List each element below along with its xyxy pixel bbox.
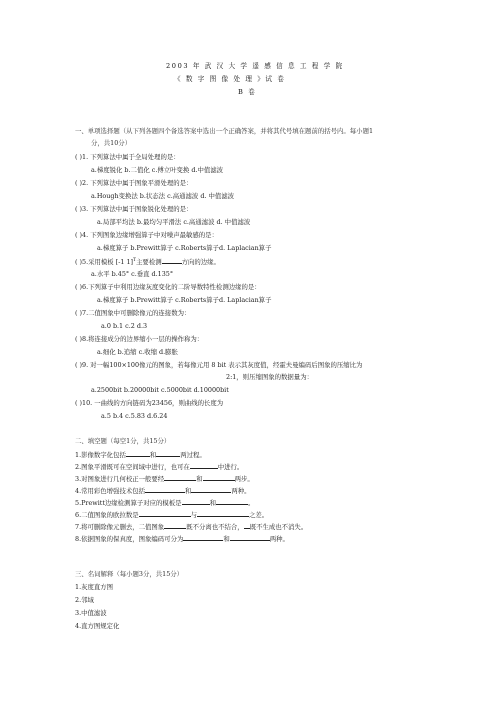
fill-item-3 xyxy=(75,474,254,483)
fill-1-text: 1.影像数字化包括 xyxy=(75,451,126,459)
fill-8-and: 和 xyxy=(223,535,230,543)
q7: ( )7.二值图象中可删除像元的连接数为： xyxy=(75,309,191,317)
q5-superscript: T xyxy=(133,258,137,263)
q6-options: a.梯度算子 b.Prewitt算子 c.Roberts算子d. Laplacian算子 xyxy=(97,296,272,304)
fill-4-blank-a[interactable] xyxy=(145,486,185,493)
q9-options: a.2500bit b.20000bit c.5000bit d.10000bit xyxy=(91,386,229,394)
fill-3-end: 两步。 xyxy=(234,475,254,483)
fill-4-text: 4.常用彩色增强技术包括 xyxy=(75,487,146,495)
fill-2-text: 2.图象平滑既可在空间域中进行，也可在 xyxy=(75,463,190,471)
fill-5-text: 5.Prewitt边缘检测算子对应的模板是 xyxy=(75,499,182,507)
paper-label: B 卷 xyxy=(238,88,257,96)
q8: ( )8.将连接成分的边界缩小一层的操作称为： xyxy=(75,335,204,343)
fill-item-5 xyxy=(75,498,254,507)
fill-8-text: 8.依据图象的保真度，图象编码可分为 xyxy=(75,535,184,543)
fill-4-and: 和 xyxy=(185,487,192,495)
section3-title: 三、名词解释（每小题3分，共15分） xyxy=(75,570,184,578)
q6: ( )6.下列算子中利用边缘灰度变化的二阶导数特性检测边缘的是： xyxy=(75,283,261,291)
q5-prefix: ( )5.采用模板 [-1 1] xyxy=(75,258,134,267)
fill-8-blank-a[interactable] xyxy=(183,534,223,541)
fill-1-end: 两过程。 xyxy=(180,451,206,459)
fill-6-blank-b[interactable] xyxy=(197,510,249,517)
q4: ( )4. 下列图象边缘增强算子中对噪声最敏感的是： xyxy=(75,231,218,239)
fill-2-blank[interactable] xyxy=(190,462,218,469)
fill-3-blank-b[interactable] xyxy=(203,474,235,481)
fill-2-end: 中进行。 xyxy=(217,463,244,471)
exam-subtitle: 《 数 字 图 像 处 理 》试 卷 xyxy=(174,75,286,83)
fill-3-and: 和 xyxy=(196,475,203,483)
q5-suffix: 方向的边缘。 xyxy=(181,258,220,267)
section1-title: 一、单项选择题（从下列各题四个备选答案中选出一个正确答案，并将其代号填在题前的括号内。每小题1 xyxy=(75,127,374,135)
fill-3-blank-a[interactable] xyxy=(164,474,196,481)
fill-1-and: 和 xyxy=(149,451,157,459)
fill-item-6 xyxy=(75,510,268,519)
exam-title: 2003 年 武 汉 大 学 遥 感 信 息 工 程 学 院 xyxy=(166,62,344,70)
section1-title-cont: 分，共10分） xyxy=(91,139,132,147)
q2: ( )2. 下列算法中属于图象平滑处理的是： xyxy=(75,179,193,187)
q5-options: a.水平 b.45° c.垂直 d.135° xyxy=(91,270,174,278)
fill-item-2 xyxy=(75,462,243,471)
q1-options: a.梯度锐化 b.二值化 c.傅立叶变换 d.中值滤波 xyxy=(91,166,224,174)
q5-blank[interactable] xyxy=(162,257,182,264)
q9-cont: 2:1，则压缩图象的数据量为： xyxy=(226,373,313,381)
term-2: 2.邻域 xyxy=(75,596,94,604)
fill-5-and: 和 xyxy=(209,499,216,507)
term-1: 1.灰度直方图 xyxy=(75,583,114,591)
fill-6-and: 与 xyxy=(190,511,198,519)
section2-title: 二、填空题（每空1分，共15分） xyxy=(75,437,171,445)
fill-1-blank-b[interactable] xyxy=(156,450,180,457)
fill-1-blank-a[interactable] xyxy=(126,450,150,457)
q3-options: a.局部平均法 b.最均匀平滑法 c.高通滤波 d. 中值滤波 xyxy=(97,218,251,226)
fill-8-end: 两种。 xyxy=(269,535,289,543)
q3: ( )3. 下列算法中属于图象锐化处理的是： xyxy=(75,205,193,213)
fill-6-blank-a[interactable] xyxy=(139,510,191,517)
fill-5-blank-b[interactable] xyxy=(216,498,248,505)
fill-7-text: 7.将可删除像元删去，二值图象 xyxy=(75,523,165,531)
fill-7-blank-a[interactable] xyxy=(164,522,186,529)
fill-6-text: 6.二值图象的欧拉数是 xyxy=(75,511,139,519)
q5-middle: 主要检测 xyxy=(136,258,162,267)
fill-7-end: 既不生成也不消失。 xyxy=(249,523,308,531)
fill-5-end: 。 xyxy=(247,499,255,507)
fill-7-mid: 既不分离也不结合， xyxy=(186,523,244,531)
fill-4-blank-b[interactable] xyxy=(191,486,231,493)
term-3: 3.中值滤波 xyxy=(75,609,107,617)
q8-options: a.细化 b.追缩 c.收缩 d.膨胀 xyxy=(97,348,178,356)
q1: ( )1. 下列算法中属于全局处理的是： xyxy=(75,153,180,161)
q10: ( )10. 一曲线的方向链码为23456，则曲线的长度为 xyxy=(75,399,224,407)
fill-4-end: 两种。 xyxy=(231,487,251,495)
fill-3-text: 3.对图象进行几何校正一般要经 xyxy=(75,475,165,483)
q10-options: a.5 b.4 c.5.83 d.6.24 xyxy=(101,412,168,420)
q9: ( )9. 对一幅100×100像元的图象，若每像元用 8 bit 表示其灰度值，经霍夫曼编码后图象的压缩比为 xyxy=(75,361,363,369)
fill-item-7 xyxy=(75,522,307,531)
q4-options: a.梯度算子 b.Prewitt算子 c.Roberts算子d. Laplacian算子 xyxy=(97,244,272,252)
q2-options: a.Hough变换法 b.状态法 c.高通滤波 d. 中值滤波 xyxy=(91,192,235,200)
fill-6-end: 之差。 xyxy=(249,511,269,519)
fill-item-4 xyxy=(75,486,251,495)
q5 xyxy=(75,257,220,266)
fill-item-1 xyxy=(75,450,206,459)
q7-options: a.0 b.1 c.2 d.3 xyxy=(101,322,148,330)
term-4: 4.直方图规定化 xyxy=(75,622,120,630)
fill-5-blank-a[interactable] xyxy=(182,498,210,505)
fill-8-blank-b[interactable] xyxy=(230,534,270,541)
fill-item-8 xyxy=(75,534,289,543)
